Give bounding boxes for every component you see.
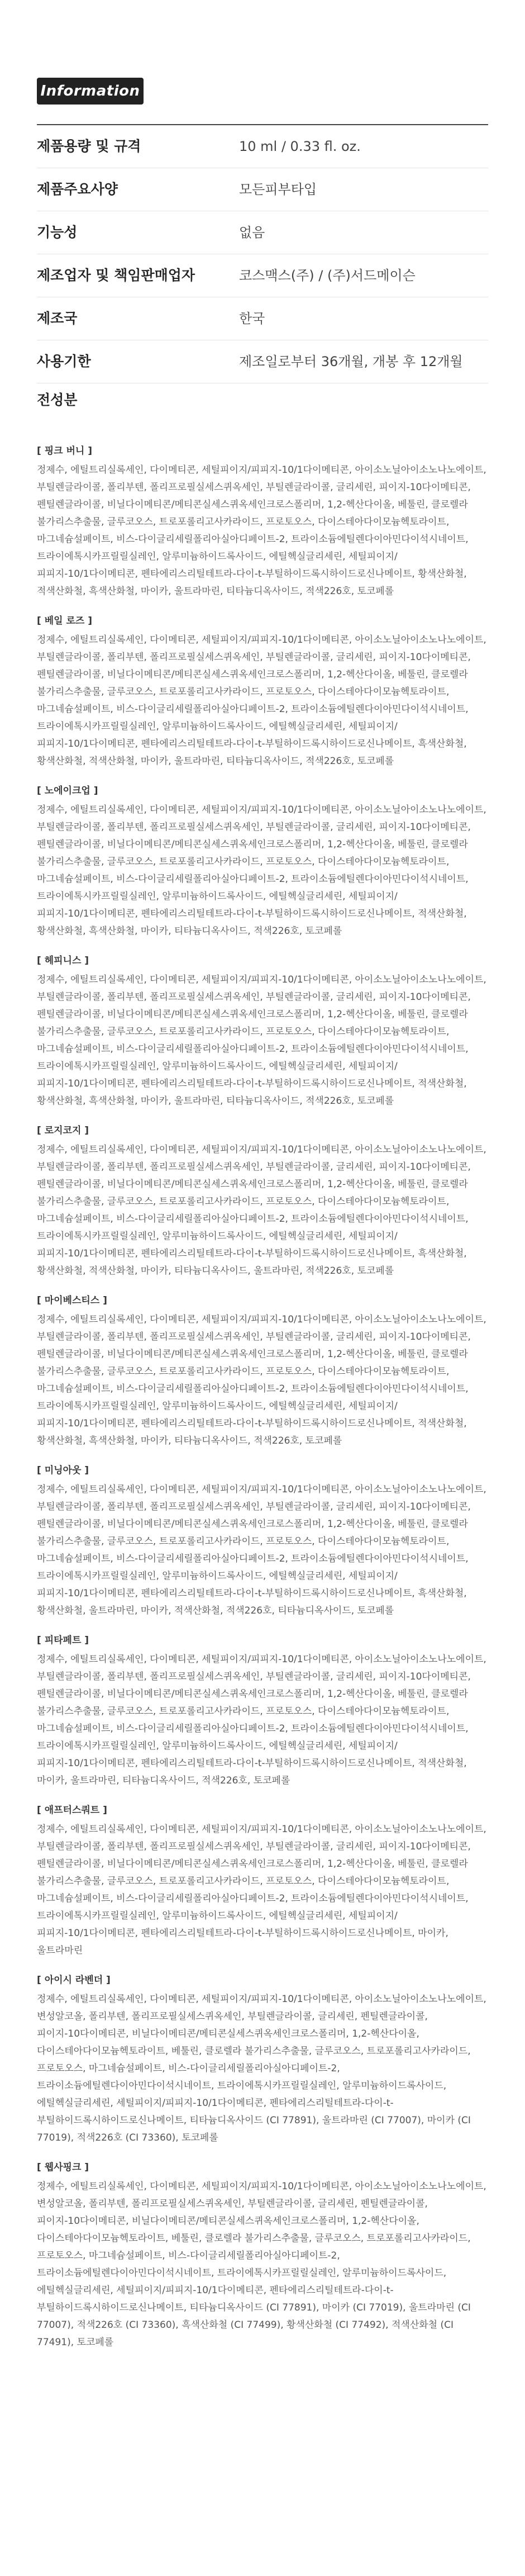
spec-label: 제조업자 및 책임판매업자 — [37, 267, 195, 283]
ingredients-list — [37, 442, 488, 2362]
spec-row-country — [37, 297, 488, 340]
shade-name: [ 핑크 버니 ] — [37, 445, 92, 457]
ingredient-text: 정제수, 에틸트리실록세인, 다이메티콘, 세틸피이지/피피지-10/1다이메티콘, 아이소노닐아이소노나노에이트, 변성알코올, 폴리부텐, 폴리프로필실세스퀴옥세인, 부틸렌글라이콜, 글리세린, 펜틸렌글라이콜, 피이지-10다이메티콘, 비닐다이메티콘/메티콘실세스퀴옥세인크로스폴리머, 1,2-헥산다이올, 다이스테아다이모늄헥토라이트, 베툴린, 클로렐라 불가리스추출물, 글루코오스, 트로포롤리고사카라이드, 프로토오스, 마그네슘설페이트, 비스-다이글리세릴폴리아실아디페이트-2, 트라이소듐에틸렌다이아민다이석시네이트, 트라이에톡시카프릴릴실레인, 알루미늄하이드록사이드, 에틸헥실글리세린, 세틸피이지/피피지-10/1다이메티콘, 펜타에리스리틸테트라-다이-t-부틸하이드록시하이드로신나메이트, 티타늄디옥사이드 (CI 77891), 마이카 (CI 77019), 울트라마린 (CI 77007), 적색226호 (CI 73360), 흑색산화철 (CI 77499), 황색산화철 (CI 77492), 적색산화철 (CI 77491), 토코페롤 — [37, 2181, 486, 2348]
spec-value: 코스맥스(주) / (주)서드메이슨 — [239, 268, 416, 283]
ingredient-group — [37, 1971, 488, 2147]
spec-value: 모든피부타입 — [239, 182, 317, 197]
spec-table — [37, 124, 488, 383]
spec-label: 제조국 — [37, 310, 78, 326]
ingredient-text: 정제수, 에틸트리실록세인, 다이메티콘, 세틸피이지/피피지-10/1다이메티콘, 아이소노닐아이소노나노에이트, 부틸렌글라이콜, 폴리부텐, 폴리프로필실세스퀴옥세인, 부틸렌글라이콜, 글리세린, 피이지-10다이메티콘, 펜틸렌글라이콜, 비닐다이메티콘/메티콘실세스퀴옥세인크로스폴리머, 1,2-헥산다이올, 베툴린, 클로렐라 불가리스추출물, 글루코오스, 트로포롤리고사카라이드, 프로토오스, 다이스테아다이모늄헥토라이트, 마그네슘설페이트, 비스-다이글리세릴폴리아실아디페이트-2, 트라이소듐에틸렌다이아민다이석시네이트, 트라이에톡시카프릴릴실레인, 알루미늄하이드록사이드, 에틸헥실글리세린, 세틸피이지/피피지-10/1다이메티콘, 펜타에리스리틸테트라-다이-t-부틸하이드록시하이드로신나메이트, 황색산화철, 적색산화철, 흑색산화철, 마이카, 울트라마린, 티타늄디옥사이드, 적색226호, 토코페롤 — [37, 464, 486, 597]
shade-name: [ 미닝아웃 ] — [37, 1465, 89, 1476]
spec-label: 제품주요사양 — [37, 181, 118, 197]
spec-label: 기능성 — [37, 224, 78, 240]
ingredient-text: 정제수, 에틸트리실록세인, 다이메티콘, 세틸피이지/피피지-10/1다이메티콘, 아이소노닐아이소노나노에이트, 부틸렌글라이콜, 폴리부텐, 폴리프로필실세스퀴옥세인, 부틸렌글라이콜, 글리세린, 피이지-10다이메티콘, 펜틸렌글라이콜, 비닐다이메티콘/메티콘실세스퀴옥세인크로스폴리머, 1,2-헥산다이올, 베툴린, 클로렐라 불가리스추출물, 글루코오스, 트로포롤리고사카라이드, 프로토오스, 다이스테아다이모늄헥토라이트, 마그네슘설페이트, 비스-다이글리세릴폴리아실아디페이트-2, 트라이소듐에틸렌다이아민다이석시네이트, 트라이에톡시카프릴릴실레인, 알루미늄하이드록사이드, 에틸헥실글리세린, 세틸피이지/피피지-10/1다이메티콘, 펜타에리스리틸테트라-다이-t-부틸하이드록시하이드로신나메이트, 적색산화철, 황색산화철, 흑색산화철, 마이카, 티타늄디옥사이드, 적색226호, 토코페롤 — [37, 804, 486, 937]
ingredient-group — [37, 2158, 488, 2351]
ingredient-text: 정제수, 에틸트리실록세인, 다이메티콘, 세틸피이지/피피지-10/1다이메티콘, 아이소노닐아이소노나노에이트, 부틸렌글라이콜, 폴리부텐, 폴리프로필실세스퀴옥세인, 부틸렌글라이콜, 글리세린, 피이지-10다이메티콘, 펜틸렌글라이콜, 비닐다이메티콘/메티콘실세스퀴옥세인크로스폴리머, 1,2-헥산다이올, 베툴린, 클로렐라 불가리스추출물, 글루코오스, 트로포롤리고사카라이드, 프로토오스, 다이스테아다이모늄헥토라이트, 마그네슘설페이트, 비스-다이글리세릴폴리아실아디페이트-2, 트라이소듐에틸렌다이아민다이석시네이트, 트라이에톡시카프릴릴실레인, 알루미늄하이드록사이드, 에틸헥실글리세린, 세틸피이지/피피지-10/1다이메티콘, 펜타에리스리틸테트라-다이-t-부틸하이드록시하이드로신나메이트, 마이카, 울트라마린 — [37, 1824, 486, 1956]
ingredient-text: 정제수, 에틸트리실록세인, 다이메티콘, 세틸피이지/피피지-10/1다이메티콘, 아이소노닐아이소노나노에이트, 부틸렌글라이콜, 폴리부텐, 폴리프로필실세스퀴옥세인, 부틸렌글라이콜, 글리세린, 피이지-10다이메티콘, 펜틸렌글라이콜, 비닐다이메티콘/메티콘실세스퀴옥세인크로스폴리머, 1,2-헥산다이올, 베툴린, 클로렐라 불가리스추출물, 글루코오스, 트로포롤리고사카라이드, 프로토오스, 다이스테아다이모늄헥토라이트, 마그네슘설페이트, 비스-다이글리세릴폴리아실아디페이트-2, 트라이소듐에틸렌다이아민다이석시네이트, 트라이에톡시카프릴릴실레인, 알루미늄하이드록사이드, 에틸헥실글리세린, 세틸피이지/피피지-10/1다이메티콘, 펜타에리스리틸테트라-다이-t-부틸하이드록시하이드로신나메이트, 적색산화철, 황색산화철, 흑색산화철, 마이카, 티타늄디옥사이드, 적색226호, 토코페롤 — [37, 1314, 486, 1446]
spec-row-functionality — [37, 211, 488, 254]
spec-row-expiry — [37, 340, 488, 383]
spec-row-manufacturer — [37, 254, 488, 297]
ingredient-group — [37, 442, 488, 600]
spec-row-volume — [37, 124, 488, 168]
ingredient-text: 정제수, 에틸트리실록세인, 다이메티콘, 세틸피이지/피피지-10/1다이메티콘, 아이소노닐아이소노나노에이트, 부틸렌글라이콜, 폴리부텐, 폴리프로필실세스퀴옥세인, 부틸렌글라이콜, 글리세린, 피이지-10다이메티콘, 펜틸렌글라이콜, 비닐다이메티콘/메티콘실세스퀴옥세인크로스폴리머, 1,2-헥산다이올, 베툴린, 클로렐라 불가리스추출물, 글루코오스, 트로포롤리고사카라이드, 프로토오스, 다이스테아다이모늄헥토라이트, 마그네슘설페이트, 비스-다이글리세릴폴리아실아디페이트-2, 트라이소듐에틸렌다이아민다이석시네이트, 트라이에톡시카프릴릴실레인, 알루미늄하이드록사이드, 에틸헥실글리세린, 세틸피이지/피피지-10/1다이메티콘, 펜타에리스리틸테트라-다이-t-부틸하이드록시하이드로신나메이트, 흑색산화철, 황색산화철, 적색산화철, 마이카, 티타늄디옥사이드, 울트라마린, 적색226호, 토코페롤 — [37, 1144, 486, 1277]
shade-name: [ 노에이크업 ] — [37, 785, 98, 796]
spec-value: 한국 — [239, 311, 265, 326]
shade-name: [ 마이베스티스 ] — [37, 1295, 107, 1306]
shade-name: [ 아이시 라벤더 ] — [37, 1975, 111, 1986]
ingredient-text: 정제수, 에틸트리실록세인, 다이메티콘, 세틸피이지/피피지-10/1다이메티콘, 아이소노닐아이소노나노에이트, 부틸렌글라이콜, 폴리부텐, 폴리프로필실세스퀴옥세인, 부틸렌글라이콜, 글리세린, 피이지-10다이메티콘, 펜틸렌글라이콜, 비닐다이메티콘/메티콘실세스퀴옥세인크로스폴리머, 1,2-헥산다이올, 베툴린, 클로렐라 불가리스추출물, 글루코오스, 트로포롤리고사카라이드, 프로토오스, 다이스테아다이모늄헥토라이트, 마그네슘설페이트, 비스-다이글리세릴폴리아실아디페이트-2, 트라이소듐에틸렌다이아민다이석시네이트, 트라이에톡시카프릴릴실레인, 알루미늄하이드록사이드, 에틸헥실글리세린, 세틸피이지/피피지-10/1다이메티콘, 펜타에리스리틸테트라-다이-t-부틸하이드록시하이드로신나메이트, 적색산화철, 황색산화철, 흑색산화철, 마이카, 울트라마린, 티타늄디옥사이드, 적색226호, 토코페롤 — [37, 974, 486, 1107]
shade-name: [ 웹사핑크 ] — [37, 2162, 89, 2173]
ingredient-text: 정제수, 에틸트리실록세인, 다이메티콘, 세틸피이지/피피지-10/1다이메티콘, 아이소노닐아이소노나노에이트, 부틸렌글라이콜, 폴리부텐, 폴리프로필실세스퀴옥세인, 부틸렌글라이콜, 글리세린, 피이지-10다이메티콘, 펜틸렌글라이콜, 비닐다이메티콘/메티콘실세스퀴옥세인크로스폴리머, 1,2-헥산다이올, 베툴린, 클로렐라 불가리스추출물, 글루코오스, 트로포롤리고사카라이드, 프로토오스, 다이스테아다이모늄헥토라이트, 마그네슘설페이트, 비스-다이글리세릴폴리아실아디페이트-2, 트라이소듐에틸렌다이아민다이석시네이트, 트라이에톡시카프릴릴실레인, 알루미늄하이드록사이드, 에틸헥실글리세린, 세틸피이지/피피지-10/1다이메티콘, 펜타에리스리틸테트라-다이-t-부틸하이드록시하이드로신나메이트, 흑색산화철, 황색산화철, 울트라마린, 마이카, 적색산화철, 적색226호, 티타늄디옥사이드, 토코페롤 — [37, 1484, 486, 1616]
ingredient-text: 정제수, 에틸트리실록세인, 다이메티콘, 세틸피이지/피피지-10/1다이메티콘, 아이소노닐아이소노나노에이트, 변성알코올, 폴리부텐, 폴리프로필실세스퀴옥세인, 부틸렌글라이콜, 글리세린, 펜틸렌글라이콜, 피이지-10다이메티콘, 비닐다이메티콘/메티콘실세스퀴옥세인크로스폴리머, 1,2-헥산다이올, 다이스테아다이모늄헥토라이트, 베툴린, 클로렐라 불가리스추출물, 글루코오스, 트로포롤리고사카라이드, 프로토오스, 마그네슘설페이트, 비스-다이글리세릴폴리아실아디페이트-2, 트라이소듐에틸렌다이아민다이석시네이트, 트라이에톡시카프릴릴실레인, 알루미늄하이드록사이드, 에틸헥실글리세린, 세틸피이지/피피지-10/1다이메티콘, 펜타에리스리틸테트라-다이-t-부틸하이드록시하이드로신나메이트, 티타늄디옥사이드 (CI 77891), 울트라마린 (CI 77007), 마이카 (CI 77019), 적색226호 (CI 73360), 토코페롤 — [37, 1994, 486, 2143]
ingredient-group — [37, 611, 488, 770]
ingredient-group — [37, 951, 488, 1110]
shade-name: [ 헤피니스 ] — [37, 955, 89, 966]
spec-label: 제품용량 및 규격 — [37, 138, 141, 154]
ingredient-group — [37, 1631, 488, 1790]
information-badge: Information — [37, 78, 144, 105]
spec-label: 사용기한 — [37, 353, 91, 369]
spec-value: 제조일로부터 36개월, 개봉 후 12개월 — [239, 354, 463, 369]
shade-name: [ 로지코지 ] — [37, 1125, 89, 1136]
shade-name: [ 애프터스쿼트 ] — [37, 1805, 107, 1816]
spec-value: 10 ml / 0.33 fl. oz. — [239, 139, 361, 154]
ingredient-group — [37, 1121, 488, 1280]
ingredient-group — [37, 1291, 488, 1450]
ingredient-group — [37, 781, 488, 940]
ingredient-text: 정제수, 에틸트리실록세인, 다이메티콘, 세틸피이지/피피지-10/1다이메티콘, 아이소노닐아이소노나노에이트, 부틸렌글라이콜, 폴리부텐, 폴리프로필실세스퀴옥세인, 부틸렌글라이콜, 글리세린, 피이지-10다이메티콘, 펜틸렌글라이콜, 비닐다이메티콘/메티콘실세스퀴옥세인크로스폴리머, 1,2-헥산다이올, 베툴린, 클로렐라 불가리스추출물, 글루코오스, 트로포롤리고사카라이드, 프로토오스, 다이스테아다이모늄헥토라이트, 마그네슘설페이트, 비스-다이글리세릴폴리아실아디페이트-2, 트라이소듐에틸렌다이아민다이석시네이트, 트라이에톡시카프릴릴실레인, 알루미늄하이드록사이드, 에틸헥실글리세린, 세틸피이지/피피지-10/1다이메티콘, 펜타에리스리틸테트라-다이-t-부틸하이드록시하이드로신나메이트, 적색산화철, 마이카, 울트라마린, 티타늄디옥사이드, 적색226호, 토코페롤 — [37, 1654, 486, 1786]
spec-row-main-spec — [37, 168, 488, 211]
ingredient-group — [37, 1461, 488, 1620]
spec-value: 없음 — [239, 225, 265, 240]
shade-name: [ 베일 로즈 ] — [37, 615, 92, 627]
shade-name: [ 피타페트 ] — [37, 1635, 89, 1646]
ingredients-title: 전성분 — [37, 392, 78, 408]
ingredient-text: 정제수, 에틸트리실록세인, 다이메티콘, 세틸피이지/피피지-10/1다이메티콘, 아이소노닐아이소노나노에이트, 부틸렌글라이콜, 폴리부텐, 폴리프로필실세스퀴옥세인, 부틸렌글라이콜, 글리세린, 피이지-10다이메티콘, 펜틸렌글라이콜, 비닐다이메티콘/메티콘실세스퀴옥세인크로스폴리머, 1,2-헥산다이올, 베툴린, 클로렐라 불가리스추출물, 글루코오스, 트로포롤리고사카라이드, 프로토오스, 다이스테아다이모늄헥토라이트, 마그네슘설페이트, 비스-다이글리세릴폴리아실아디페이트-2, 트라이소듐에틸렌다이아민다이석시네이트, 트라이에톡시카프릴릴실레인, 알루미늄하이드록사이드, 에틸헥실글리세린, 세틸피이지/피피지-10/1다이메티콘, 펜타에리스리틸테트라-다이-t-부틸하이드록시하이드로신나메이트, 흑색산화철, 황색산화철, 적색산화철, 마이카, 울트라마린, 티타늄디옥사이드, 적색226호, 토코페롤 — [37, 634, 486, 767]
ingredient-group — [37, 1801, 488, 1960]
